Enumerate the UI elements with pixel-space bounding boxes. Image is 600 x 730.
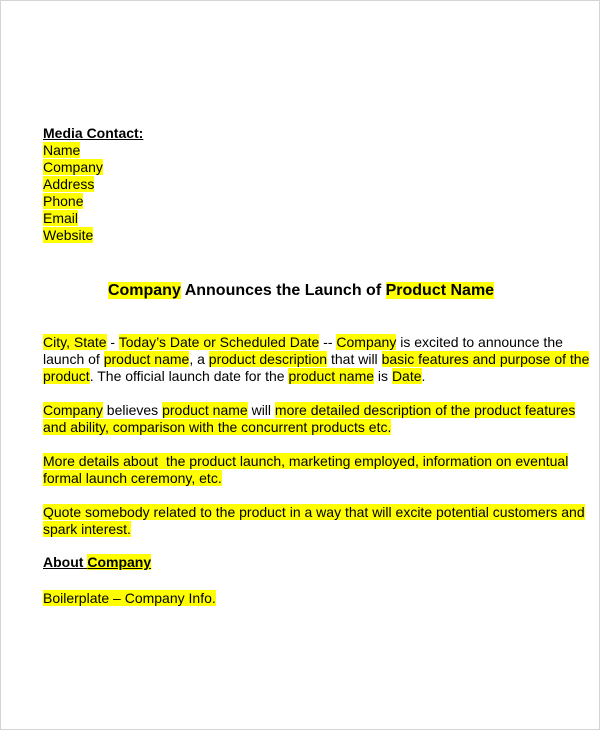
body-line xyxy=(43,504,585,521)
body-segment-text: launch of xyxy=(43,351,104,367)
media-contact-heading: Media Contact: xyxy=(43,125,144,141)
body-segment-placeholder: formal launch ceremony, etc. xyxy=(43,470,222,486)
body-segment-placeholder: Today’s Date or Scheduled Date xyxy=(118,334,320,350)
body-segment-placeholder: Quote somebody related to the product in a way that will excite potential customers and xyxy=(43,504,585,520)
body-segment-text: -- xyxy=(319,334,337,350)
about-segment-text: About xyxy=(43,554,84,570)
body-segment-text: , a xyxy=(189,351,209,367)
body-segment-placeholder: and ability, comparison with the concurrent products etc. xyxy=(43,419,392,435)
body-segment-placeholder: product description xyxy=(208,351,328,367)
boilerplate-text: Boilerplate – Company Info. xyxy=(43,590,216,606)
body-line xyxy=(43,521,131,538)
press-release-title xyxy=(1,281,600,301)
about-company-heading xyxy=(43,554,151,571)
body-segment-placeholder: product name xyxy=(288,368,375,384)
body-segment-placeholder: Date xyxy=(391,368,422,384)
body-line xyxy=(43,402,575,419)
body-segment-text: is excited to announce the xyxy=(396,334,563,350)
body-segment-text: believes xyxy=(102,402,163,418)
title-segment-placeholder: Product Name xyxy=(385,282,495,299)
contact-phone: Phone xyxy=(43,193,84,209)
title-segment-text: Announces the Launch of xyxy=(180,282,386,299)
body-segment-text: is xyxy=(374,368,392,384)
body-segment-text: . xyxy=(421,368,426,384)
body-segment-text: will xyxy=(247,402,275,418)
contact-email: Email xyxy=(43,210,79,226)
body-line xyxy=(43,351,589,368)
title-segment-placeholder: Company xyxy=(107,282,181,299)
body-segment-text: that will xyxy=(327,351,382,367)
body-segment-text: . The official launch date for the xyxy=(89,368,289,384)
body-segment-placeholder: product name xyxy=(162,402,248,418)
contact-website: Website xyxy=(43,227,94,243)
body-segment-placeholder: More details about the product launch, marketing employed, information on eventual xyxy=(43,453,569,469)
contact-address: Address xyxy=(43,176,95,192)
body-line xyxy=(43,470,222,487)
body-segment-placeholder: Company xyxy=(43,402,103,418)
contact-name: Name xyxy=(43,142,81,158)
body-line xyxy=(43,419,391,436)
body-segment-placeholder: product xyxy=(43,368,90,384)
body-segment-placeholder: product name xyxy=(103,351,190,367)
body-segment-text: - xyxy=(106,334,119,350)
about-segment-placeholder: Company xyxy=(87,554,152,570)
body-line xyxy=(43,453,568,470)
body-segment-placeholder: basic features and purpose of the xyxy=(381,351,590,367)
contact-company: Company xyxy=(43,159,103,175)
body-segment-placeholder: City, State xyxy=(43,334,107,350)
body-line xyxy=(43,368,425,385)
body-segment-placeholder: Company xyxy=(336,334,397,350)
body-segment-placeholder: more detailed description of the product features xyxy=(274,402,576,418)
body-segment-placeholder: spark interest. xyxy=(43,521,131,537)
body-line xyxy=(43,334,563,351)
